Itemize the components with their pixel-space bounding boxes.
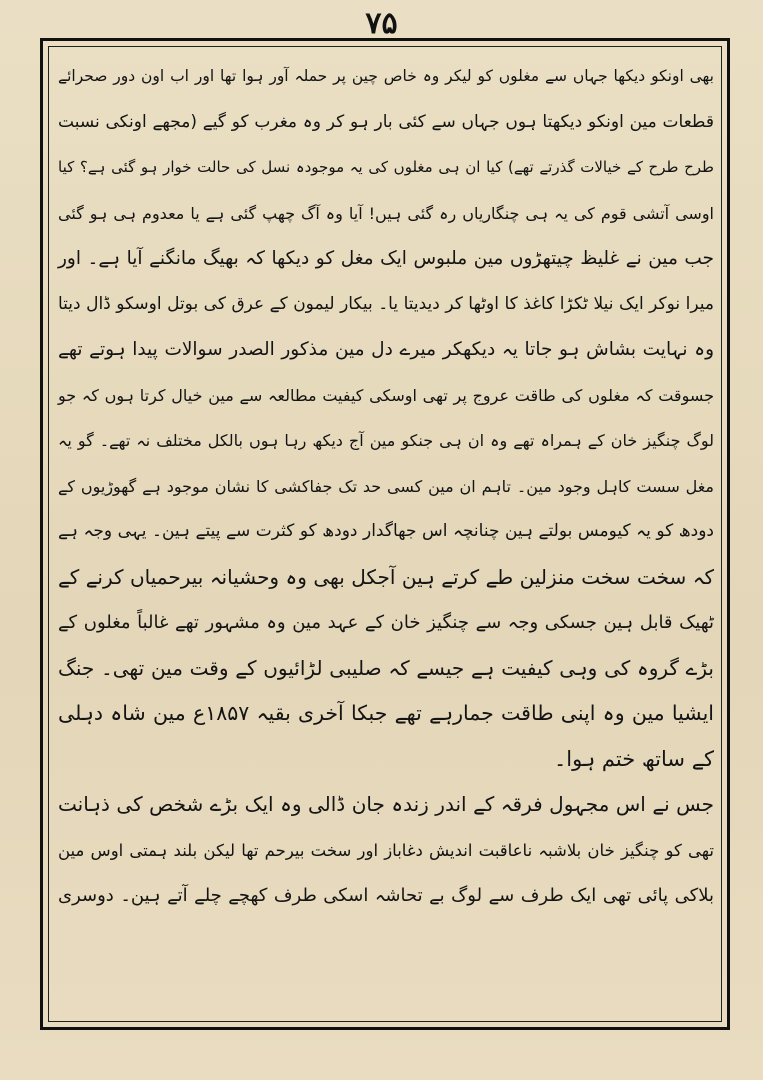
text-line-8: جسوقت کہ مغلوں کی طاقت عروج پر تھی اوسکی کیفیت مطالعہ سے مین خیال کرتا ہوں کہ جو [58,385,714,405]
text-line-6: میرا نوکر ایک نیلا ٹکڑا کاغذ کا اوٹھا کر دیدیتا یا۔ بیکار لیمون کے عرق کی بوتل اوسکو ڈال دیتا [58,293,714,314]
text-line-15: ایشیا مین وہ اپنی طاقت جمارہے تھے جبکا آخری بقیہ ۱۸۵۷ع مین شاہ دہلی [58,701,714,725]
text-line-4: اوسی آتشی قوم کی یہ ہی چنگاریاں رہ گئی ہیں! آیا وہ آگ چھپ گئی ہے یا معدوم ہی ہو گئی [58,203,714,223]
text-line-17: جس نے اس مجہول فرقہ کے اندر زندہ جان ڈالی وہ ایک بڑے شخص کی ذہانت [58,792,714,816]
text-line-18: تھی کو چنگیز خان بلاشبہ ناعاقبت اندیش دغاباز اور سخت بیرحم تھا لیکن بلند ہمتی اوس مین [58,840,714,860]
text-line-9: لوگ چنگیز خان کے ہمراہ تھے وہ ان ہی جنکو مین آج دیکھ رہا ہوں بالکل مختلف نہ تھے۔ گو یہ [58,431,714,450]
text-line-13: ٹھیک قابل ہین جسکی وجہ سے چنگیز خان کے عہد مین وہ مشہور تھے غالباً مغلوں کے [58,612,714,633]
text-line-11: دودھ کو یہ کیومس بولتے ہین چنانچہ اس جھاگدار دودھ کو کثرت سے پیتے ہین۔ یہی وجہ ہے [58,521,714,541]
text-line-12: کہ سخت سخت منزلین طے کرتے ہین آجکل بھی وہ وحشیانہ بیرحمیاں کرنے کے [58,564,714,589]
page-number: ۷۵ [365,6,398,41]
text-line-16: کے ساتھ ختم ہوا۔ [553,746,714,771]
text-line-14: بڑے گروہ کی وہی کیفیت ہے جیسے کہ صلیبی لڑائیوں کے وقت مین تھی۔ جنگ [58,655,714,680]
text-line-10: مغل سست کاہل وجود مین۔ تاہم ان مین کسی حد تک جفاکشی کا نشان موجود ہے گھوڑیوں کے [58,476,714,496]
text-line-2: قطعات مین اونکو دیکھتا ہوں جہاں سے کئی بار ہو کر وہ مغرب کو گیے (مجھے اونکی نسبت [58,111,714,132]
text-line-7: وہ نہایت بشاش ہو جاتا یہ دیکھکر میرے دل مین مذکور الصدر سوالات پیدا ہوتے تھے [58,339,714,360]
urdu-text-body [54,54,718,1014]
text-line-5: جب مین نے غلیظ چیتھڑوں مین ملبوس ایک مغل کو دیکھا کہ بھیگ مانگنے آیا ہے۔ اور [58,248,714,269]
text-line-19: بلاکی پائی تھی ایک طرف سے لوگ بے تحاشہ اسکی طرف کھچے چلے آتے ہین۔ دوسری [58,885,714,906]
text-line-3: طرح طرح کے خیالات گذرتے تھے) کیا ان ہی مغلوں کی یہ موجودہ نسل کی حالت خوار ہو گئی ہے؟ کیا [58,158,714,176]
text-line-1: بھی اونکو دیکھا جہاں سے مغلوں کو لیکر وہ خاص چین پر حملہ آور ہوا تھا اور اب اون دور صحرائے [58,67,714,85]
